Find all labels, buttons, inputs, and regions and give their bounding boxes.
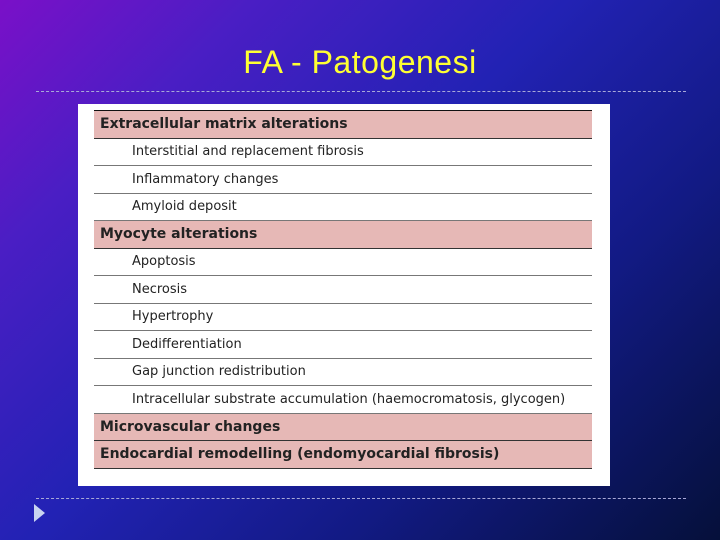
- table-row: Inflammatory changes: [94, 166, 592, 194]
- table-section-header: Extracellular matrix alterations: [94, 111, 592, 139]
- title-divider: [36, 91, 686, 92]
- table-section-header: Myocyte alterations: [94, 221, 592, 249]
- slide-title: FA - Patogenesi: [243, 44, 477, 80]
- table-row: Necrosis: [94, 276, 592, 304]
- table-row: Hypertrophy: [94, 304, 592, 332]
- triangle-bullet-icon: [34, 504, 45, 522]
- pathogenesis-table: [94, 110, 592, 469]
- table-row: Apoptosis: [94, 249, 592, 277]
- table-row: Interstitial and replacement fibrosis: [94, 139, 592, 167]
- table-row: Dedifferentiation: [94, 331, 592, 359]
- table-row: Intracellular substrate accumulation (haemocromatosis, glycogen): [94, 386, 592, 414]
- table-section-header: Endocardial remodelling (endomyocardial fibrosis): [94, 441, 592, 469]
- table-row: Amyloid deposit: [94, 194, 592, 222]
- table-section-header: Microvascular changes: [94, 414, 592, 442]
- table-image: [78, 104, 610, 486]
- table-row: Gap junction redistribution: [94, 359, 592, 387]
- footer-divider: [36, 498, 686, 499]
